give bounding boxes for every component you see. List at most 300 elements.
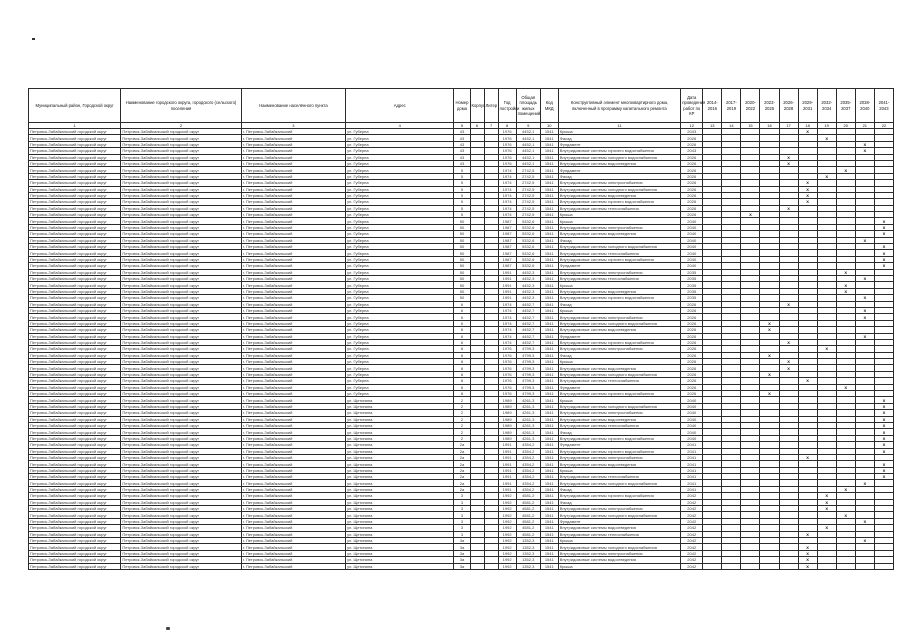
- table-cell: 2041: [681, 442, 703, 448]
- table-cell: 2041: [681, 474, 703, 480]
- table-cell: 1974: [498, 205, 516, 211]
- table-cell: X: [874, 397, 893, 403]
- table-cell: ул. Губерна: [346, 224, 454, 230]
- table-cell: Петровск-Забайкальский городской округ: [121, 442, 241, 448]
- table-cell: г. Петровск-Забайкальский: [241, 301, 345, 307]
- table-cell: 5: [454, 192, 470, 198]
- table-cell: ул. Щетинина: [346, 461, 454, 467]
- table-cell: 2: [454, 397, 470, 403]
- table-cell: 43: [454, 154, 470, 160]
- table-cell: 1991: [498, 448, 516, 454]
- table-cell: 2: [454, 410, 470, 416]
- table-cell: 1989: [498, 422, 516, 428]
- table-cell: Петровск-Забайкальский городской округ: [29, 416, 121, 422]
- table-cell: 2026: [681, 154, 703, 160]
- table-cell: 1541: [540, 352, 558, 358]
- table-cell: Петровск-Забайкальский городской округ: [29, 148, 121, 154]
- table-cell: 1541: [540, 333, 558, 339]
- table-cell: [874, 563, 893, 569]
- table-cell: 1541: [540, 544, 558, 550]
- table-cell: 1974: [498, 173, 516, 179]
- table-cell: 2742,5: [516, 205, 540, 211]
- column-number: 15: [741, 123, 760, 129]
- table-cell: 4261,3: [516, 410, 540, 416]
- table-cell: 1987: [498, 231, 516, 237]
- table-cell: 6: [454, 307, 470, 313]
- table-cell: 2042: [681, 493, 703, 499]
- table-cell: Внутридомовые системы электроснабжения: [558, 269, 680, 275]
- table-cell: X: [874, 256, 893, 262]
- table-cell: Петровск-Забайкальский городской округ: [29, 422, 121, 428]
- table-cell: Петровск-Забайкальский городской округ: [29, 256, 121, 262]
- table-cell: 1541: [540, 339, 558, 345]
- table-cell: Петровск-Забайкальский городской округ: [121, 557, 241, 563]
- table-cell: 1976: [498, 129, 516, 135]
- table-cell: ул. Губерна: [346, 199, 454, 205]
- table-cell: 1974: [498, 192, 516, 198]
- table-cell: [722, 563, 741, 569]
- column-header: Литер: [484, 89, 498, 123]
- table-cell: 2026: [681, 205, 703, 211]
- table-cell: Крыша: [558, 538, 680, 544]
- table-cell: 2742,5: [516, 167, 540, 173]
- table-cell: Внутридомовые системы водоотведения: [558, 557, 680, 563]
- table-cell: 50: [454, 231, 470, 237]
- table-cell: Петровск-Забайкальский городской округ: [121, 339, 241, 345]
- table-cell: Петровск-Забайкальский городской округ: [121, 167, 241, 173]
- table-cell: X: [874, 442, 893, 448]
- table-cell: Петровск-Забайкальский городской округ: [29, 346, 121, 352]
- table-cell: ул. Губерна: [346, 269, 454, 275]
- table-cell: 1541: [540, 256, 558, 262]
- table-cell: 2026: [681, 160, 703, 166]
- table-cell: 1541: [540, 288, 558, 294]
- capital-repair-table: [28, 88, 894, 570]
- table-cell: Фасад: [558, 486, 680, 492]
- table-cell: ул. Губерна: [346, 384, 454, 390]
- table-cell: Фасад: [558, 237, 680, 243]
- table-cell: ул. Губерна: [346, 218, 454, 224]
- table-cell: 8: [454, 384, 470, 390]
- table-cell: 4261,3: [516, 435, 540, 441]
- table-cell: 1992: [498, 563, 516, 569]
- table-cell: 4452,3: [516, 269, 540, 275]
- table-cell: 4452,3: [516, 275, 540, 281]
- table-cell: Внутридомовые системы электроснабжения: [558, 346, 680, 352]
- table-cell: 1974: [498, 327, 516, 333]
- table-cell: ул. Губерна: [346, 301, 454, 307]
- table-cell: Крыша: [558, 397, 680, 403]
- table-cell: 8: [454, 391, 470, 397]
- table-cell: г. Петровск-Забайкальский: [241, 237, 345, 243]
- table-cell: Петровск-Забайкальский городской округ: [121, 129, 241, 135]
- table-cell: 2040: [681, 237, 703, 243]
- table-cell: г. Петровск-Забайкальский: [241, 454, 345, 460]
- table-cell: 1976: [498, 141, 516, 147]
- table-cell: ул. Губерна: [346, 327, 454, 333]
- table-cell: Петровск-Забайкальский городской округ: [29, 467, 121, 473]
- table-cell: 4799,3: [516, 391, 540, 397]
- table-cell: Петровск-Забайкальский городской округ: [121, 467, 241, 473]
- table-cell: 2035: [681, 295, 703, 301]
- table-cell: 1989: [498, 403, 516, 409]
- table-cell: 2742,5: [516, 192, 540, 198]
- table-cell: Внутридомовые системы теплоснабжения: [558, 205, 680, 211]
- table-cell: 4452,7: [516, 333, 540, 339]
- table-cell: [855, 563, 874, 569]
- table-cell: ул. Щетинина: [346, 416, 454, 422]
- table-cell: ул. Щетинина: [346, 448, 454, 454]
- table-cell: 2026: [681, 391, 703, 397]
- table-cell: X: [874, 244, 893, 250]
- table-cell: 2040: [681, 435, 703, 441]
- table-cell: Петровск-Забайкальский городской округ: [121, 320, 241, 326]
- table-cell: 1541: [540, 320, 558, 326]
- table-cell: X: [798, 186, 817, 192]
- table-cell: 4581,2: [516, 512, 540, 518]
- table-cell: г. Петровск-Забайкальский: [241, 327, 345, 333]
- table-cell: 2040: [681, 416, 703, 422]
- table-cell: г. Петровск-Забайкальский: [241, 563, 345, 569]
- table-cell: Внутридомовые системы электроснабжения: [558, 550, 680, 556]
- table-cell: 1541: [540, 384, 558, 390]
- table-cell: 4452,7: [516, 339, 540, 345]
- table-cell: ул. Губерна: [346, 307, 454, 313]
- table-cell: X: [798, 378, 817, 384]
- table-cell: X: [874, 403, 893, 409]
- table-cell: 2а: [454, 461, 470, 467]
- table-body: [29, 129, 894, 570]
- table-cell: 6: [454, 301, 470, 307]
- table-cell: 2042: [681, 544, 703, 550]
- table-cell: 4452,7: [516, 327, 540, 333]
- column-number: 16: [760, 123, 779, 129]
- table-cell: Петровск-Забайкальский городской округ: [29, 359, 121, 365]
- table-cell: 1976: [498, 352, 516, 358]
- table-cell: ул. Губерна: [346, 314, 454, 320]
- table-cell: 1976: [498, 378, 516, 384]
- table-cell: X: [874, 448, 893, 454]
- table-cell: Петровск-Забайкальский городской округ: [29, 435, 121, 441]
- table-cell: 43: [454, 135, 470, 141]
- table-cell: 5332,6: [516, 237, 540, 243]
- table-cell: г. Петровск-Забайкальский: [241, 167, 345, 173]
- table-cell: Петровск-Забайкальский городской округ: [121, 506, 241, 512]
- table-cell: 4452,7: [516, 320, 540, 326]
- table-cell: ул. Щетинина: [346, 422, 454, 428]
- table-cell: Внутридомовые системы электроснабжения: [558, 180, 680, 186]
- table-cell: X: [874, 474, 893, 480]
- column-number: 20: [836, 123, 855, 129]
- table-cell: X: [836, 269, 855, 275]
- table-cell: 1991: [498, 480, 516, 486]
- table-cell: Петровск-Забайкальский городской округ: [29, 461, 121, 467]
- table-cell: ул. Губерна: [346, 256, 454, 262]
- table-cell: 1976: [498, 135, 516, 141]
- table-cell: 8: [454, 371, 470, 377]
- table-cell: 8: [454, 352, 470, 358]
- table-cell: 4354,2: [516, 474, 540, 480]
- table-cell: 4261,3: [516, 422, 540, 428]
- column-number: 9: [516, 123, 540, 129]
- table-cell: Петровск-Забайкальский городской округ: [29, 288, 121, 294]
- table-cell: Внутридомовые системы водоотведения: [558, 365, 680, 371]
- table-cell: 1976: [498, 384, 516, 390]
- table-cell: Крыша: [558, 467, 680, 473]
- table-cell: 4452,1: [516, 141, 540, 147]
- table-cell: г. Петровск-Забайкальский: [241, 403, 345, 409]
- table-cell: ул. Губерна: [346, 295, 454, 301]
- table-cell: г. Петровск-Забайкальский: [241, 346, 345, 352]
- table-cell: Петровск-Забайкальский городской округ: [121, 327, 241, 333]
- table-cell: ул. Губерна: [346, 180, 454, 186]
- table-cell: X: [817, 499, 836, 505]
- table-cell: 3а: [454, 557, 470, 563]
- table-cell: Петровск-Забайкальский городской округ: [29, 486, 121, 492]
- table-cell: X: [817, 173, 836, 179]
- table-cell: 50: [454, 250, 470, 256]
- table-cell: 1974: [498, 314, 516, 320]
- table-cell: Петровск-Забайкальский городской округ: [121, 531, 241, 537]
- table-cell: 1992: [498, 544, 516, 550]
- table-cell: Внутридомовые системы холодного водоснабжения: [558, 480, 680, 486]
- table-cell: 1974: [498, 186, 516, 192]
- table-cell: X: [855, 307, 874, 313]
- table-cell: 1541: [540, 442, 558, 448]
- table-cell: ул. Губерна: [346, 282, 454, 288]
- column-header: Дата проведения работ по КР: [681, 89, 703, 123]
- table-cell: Петровск-Забайкальский городской округ: [121, 410, 241, 416]
- table-cell: Петровск-Забайкальский городской округ: [29, 244, 121, 250]
- table-cell: Петровск-Забайкальский городской округ: [29, 186, 121, 192]
- table-cell: 4354,2: [516, 480, 540, 486]
- table-cell: X: [798, 563, 817, 569]
- table-cell: Петровск-Забайкальский городской округ: [29, 160, 121, 166]
- table-cell: 1541: [540, 429, 558, 435]
- table-cell: г. Петровск-Забайкальский: [241, 467, 345, 473]
- table-cell: Петровск-Забайкальский городской округ: [29, 173, 121, 179]
- table-cell: г. Петровск-Забайкальский: [241, 320, 345, 326]
- table-cell: 50: [454, 275, 470, 281]
- scan-speck: [32, 38, 35, 40]
- table-cell: 43: [454, 148, 470, 154]
- table-cell: Петровск-Забайкальский городской округ: [121, 244, 241, 250]
- table-cell: 1541: [540, 461, 558, 467]
- table-cell: Петровск-Забайкальский городской округ: [121, 186, 241, 192]
- table-header-row: [29, 89, 894, 123]
- table-cell: г. Петровск-Забайкальский: [241, 506, 345, 512]
- table-cell: г. Петровск-Забайкальский: [241, 212, 345, 218]
- column-number: 7: [484, 123, 498, 129]
- table-cell: Внутридомовые системы теплоснабжения: [558, 531, 680, 537]
- table-cell: 1541: [540, 301, 558, 307]
- table-cell: [760, 563, 779, 569]
- table-cell: 2040: [681, 397, 703, 403]
- table-cell: 1974: [498, 320, 516, 326]
- table-cell: Петровск-Забайкальский городской округ: [121, 563, 241, 569]
- table-cell: Внутридомовые системы электроснабжения: [558, 224, 680, 230]
- table-cell: 50: [454, 256, 470, 262]
- column-header: 2017-2019: [722, 89, 741, 123]
- table-cell: Петровск-Забайкальский городской округ: [121, 461, 241, 467]
- table-cell: г. Петровск-Забайкальский: [241, 461, 345, 467]
- table-cell: г. Петровск-Забайкальский: [241, 557, 345, 563]
- table-cell: Петровск-Забайкальский городской округ: [29, 314, 121, 320]
- table-cell: г. Петровск-Забайкальский: [241, 486, 345, 492]
- column-number: 17: [779, 123, 798, 129]
- table-cell: г. Петровск-Забайкальский: [241, 263, 345, 269]
- table-cell: 2а: [454, 474, 470, 480]
- table-cell: 1976: [498, 371, 516, 377]
- table-cell: X: [798, 544, 817, 550]
- table-cell: 1541: [540, 160, 558, 166]
- table-cell: 1541: [540, 224, 558, 230]
- table-cell: ул. Губерна: [346, 167, 454, 173]
- table-cell: Петровск-Забайкальский городской округ: [121, 486, 241, 492]
- table-cell: ул. Губерна: [346, 212, 454, 218]
- table-cell: г. Петровск-Забайкальский: [241, 365, 345, 371]
- column-header: 2035-2037: [836, 89, 855, 123]
- table-cell: Петровск-Забайкальский городской округ: [121, 180, 241, 186]
- table-cell: Петровск-Забайкальский городской округ: [121, 352, 241, 358]
- column-number: 22: [874, 123, 893, 129]
- table-cell: 2742,5: [516, 199, 540, 205]
- table-cell: Петровск-Забайкальский городской округ: [121, 429, 241, 435]
- table-cell: Петровск-Забайкальский городской округ: [29, 339, 121, 345]
- table-cell: Петровск-Забайкальский городской округ: [121, 544, 241, 550]
- table-cell: 1352,3: [516, 557, 540, 563]
- table-cell: 2026: [681, 192, 703, 198]
- table-cell: Петровск-Забайкальский городской округ: [29, 199, 121, 205]
- table-cell: Фундамент: [558, 167, 680, 173]
- table-cell: г. Петровск-Забайкальский: [241, 429, 345, 435]
- table-cell: ул. Щетинина: [346, 557, 454, 563]
- table-cell: ул. Губерна: [346, 352, 454, 358]
- table-cell: 1989: [498, 397, 516, 403]
- table-cell: 3а: [454, 538, 470, 544]
- column-header: Адрес: [346, 89, 454, 123]
- table-cell: Петровск-Забайкальский городской округ: [121, 371, 241, 377]
- table-cell: 1541: [540, 365, 558, 371]
- table-cell: Петровск-Забайкальский городской округ: [29, 442, 121, 448]
- table-cell: 1987: [498, 250, 516, 256]
- table-cell: Фасад: [558, 173, 680, 179]
- table-cell: 1991: [498, 461, 516, 467]
- table-cell: 2026: [681, 167, 703, 173]
- table-cell: [741, 563, 760, 569]
- table-cell: 1541: [540, 250, 558, 256]
- table-cell: 1987: [498, 244, 516, 250]
- table-cell: Петровск-Забайкальский городской округ: [121, 199, 241, 205]
- table-cell: 2041: [681, 467, 703, 473]
- table-cell: 6: [454, 320, 470, 326]
- column-header: 2026-2028: [779, 89, 798, 123]
- table-cell: Внутридомовые системы горячего водоснабжения: [558, 148, 680, 154]
- table-cell: X: [798, 180, 817, 186]
- table-cell: Петровск-Забайкальский городской округ: [29, 480, 121, 486]
- table-cell: 1541: [540, 416, 558, 422]
- table-cell: Петровск-Забайкальский городской округ: [29, 269, 121, 275]
- table-cell: 1991: [498, 467, 516, 473]
- table-cell: Петровск-Забайкальский городской округ: [29, 250, 121, 256]
- table-cell: Петровск-Забайкальский городской округ: [121, 493, 241, 499]
- table-cell: Внутридомовые системы холодного водоснабжения: [558, 403, 680, 409]
- table-cell: Петровск-Забайкальский городской округ: [121, 295, 241, 301]
- table-cell: г. Петровск-Забайкальский: [241, 531, 345, 537]
- table-cell: 1541: [540, 314, 558, 320]
- table-cell: Петровск-Забайкальский городской округ: [29, 397, 121, 403]
- table-cell: Фасад: [558, 352, 680, 358]
- table-cell: 1974: [498, 307, 516, 313]
- table-cell: 4452,3: [516, 288, 540, 294]
- table-cell: 2026: [681, 212, 703, 218]
- table-cell: Фундамент: [558, 333, 680, 339]
- table-cell: ул. Щетинина: [346, 493, 454, 499]
- table-cell: 1992: [498, 531, 516, 537]
- table-cell: 50: [454, 282, 470, 288]
- table-cell: 1976: [498, 391, 516, 397]
- table-cell: г. Петровск-Забайкальский: [241, 525, 345, 531]
- table-cell: 1987: [498, 263, 516, 269]
- column-number: 21: [855, 123, 874, 129]
- table-cell: ул. Губерна: [346, 186, 454, 192]
- table-cell: 3: [454, 531, 470, 537]
- table-cell: Петровск-Забайкальский городской округ: [121, 212, 241, 218]
- table-cell: 4799,3: [516, 352, 540, 358]
- table-cell: Петровск-Забайкальский городской округ: [121, 403, 241, 409]
- table-cell: 1541: [540, 135, 558, 141]
- table-cell: Фундамент: [558, 442, 680, 448]
- table-cell: Внутридомовые системы теплоснабжения: [558, 378, 680, 384]
- table-cell: 1974: [498, 167, 516, 173]
- table-cell: Петровск-Забайкальский городской округ: [121, 538, 241, 544]
- table-cell: Петровск-Забайкальский городской округ: [121, 474, 241, 480]
- column-header: Наименование городского округа, городского (сельского) поселения: [121, 89, 241, 123]
- table-cell: ул. Губерна: [346, 333, 454, 339]
- table-cell: 3: [454, 499, 470, 505]
- table-cell: Внутридомовые системы водоотведения: [558, 327, 680, 333]
- table-cell: X: [836, 486, 855, 492]
- table-cell: ул. Губерна: [346, 263, 454, 269]
- table-cell: Петровск-Забайкальский городской округ: [29, 448, 121, 454]
- table-cell: 8: [454, 346, 470, 352]
- table-cell: X: [874, 461, 893, 467]
- table-cell: 2026: [681, 180, 703, 186]
- table-cell: X: [855, 148, 874, 154]
- table-cell: X: [760, 391, 779, 397]
- table-cell: г. Петровск-Забайкальский: [241, 148, 345, 154]
- table-cell: 3: [454, 493, 470, 499]
- table-cell: г. Петровск-Забайкальский: [241, 544, 345, 550]
- table-cell: г. Петровск-Забайкальский: [241, 135, 345, 141]
- table-cell: 1541: [540, 410, 558, 416]
- table-cell: Фасад: [558, 135, 680, 141]
- table-cell: г. Петровск-Забайкальский: [241, 275, 345, 281]
- table-cell: 1541: [540, 212, 558, 218]
- table-cell: 2042: [681, 550, 703, 556]
- table-cell: ул. Губерна: [346, 154, 454, 160]
- table-cell: X: [836, 384, 855, 390]
- table-cell: X: [855, 314, 874, 320]
- table-cell: Внутридомовые системы водоотведения: [558, 525, 680, 531]
- table-cell: Петровск-Забайкальский городской округ: [121, 359, 241, 365]
- table-cell: 4261,3: [516, 397, 540, 403]
- table-cell: г. Петровск-Забайкальский: [241, 231, 345, 237]
- table-cell: Петровск-Забайкальский городской округ: [121, 518, 241, 524]
- table-cell: 4354,2: [516, 486, 540, 492]
- column-number: 19: [817, 123, 836, 129]
- table-cell: г. Петровск-Забайкальский: [241, 518, 345, 524]
